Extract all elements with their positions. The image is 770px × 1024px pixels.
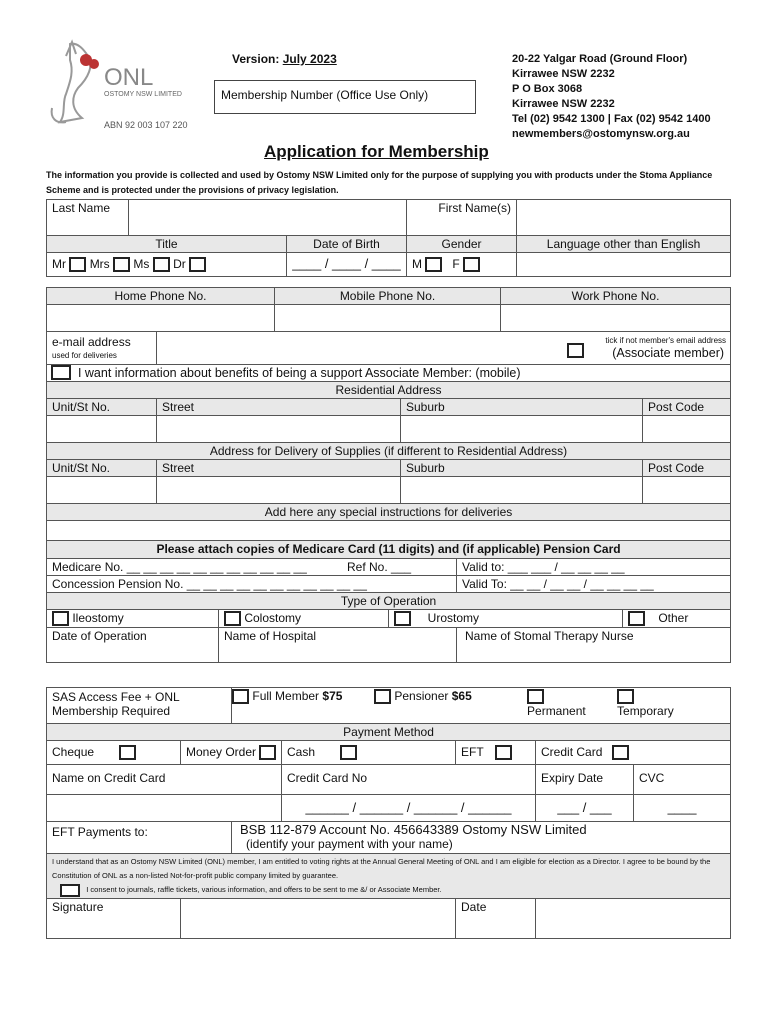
address-line: Tel (02) 9542 1300 | Fax (02) 9542 1400 — [512, 113, 711, 125]
eft-option — [456, 741, 536, 765]
address-line: Kirrawee NSW 2232 — [512, 98, 615, 110]
other-checkbox[interactable] — [628, 611, 645, 626]
nurse-label: Name of Stomal Therapy Nurse — [465, 629, 634, 644]
card-number-field[interactable]: ______ / ______ / ______ / ______ — [282, 795, 536, 822]
mr-checkbox[interactable] — [69, 257, 86, 272]
res-unit-field[interactable] — [47, 416, 157, 443]
money-order-option — [181, 741, 282, 765]
operation-type-heading: Type of Operation — [47, 593, 731, 610]
mrs-checkbox[interactable] — [113, 257, 130, 272]
date-field[interactable] — [536, 899, 731, 939]
eft-details — [232, 822, 731, 854]
full-member-checkbox[interactable] — [232, 689, 249, 704]
del-street-field[interactable] — [157, 477, 401, 504]
medicare-number-field[interactable] — [47, 559, 457, 576]
language-field[interactable] — [517, 253, 731, 277]
res-suburb-field[interactable] — [401, 416, 643, 443]
delivery-address-heading: Address for Delivery of Supplies (if different to Residential Address) — [47, 443, 731, 460]
del-postcode-field[interactable] — [643, 477, 731, 504]
res-suburb-label: Suburb — [401, 399, 643, 416]
del-unit-field[interactable] — [47, 477, 157, 504]
other-option — [623, 610, 731, 628]
res-street-field[interactable] — [157, 416, 401, 443]
email-label: e-mail address — [52, 335, 131, 349]
medicare-number-label: Medicare No. __ __ __ __ __ __ __ __ __ __ __ — [52, 560, 307, 574]
expiry-label: Expiry Date — [536, 765, 634, 795]
privacy-intro: The information you provide is collected and used by Ostomy NSW Limited only for the purpose of supplying you with products under the Stoma Appliance Scheme and is protected under the provisions of privacy legislation. — [46, 170, 713, 195]
valid-to-field[interactable]: Valid to: ___ ___ / __ __ __ __ — [457, 559, 731, 576]
version — [232, 52, 337, 66]
full-member-label: Full Member — [252, 689, 320, 703]
money-order-label: Money Order — [186, 745, 257, 759]
home-phone-label: Home Phone No. — [47, 288, 275, 305]
pensioner-checkbox[interactable] — [374, 689, 391, 704]
mrs-label: Mrs — [89, 257, 110, 271]
colostomy-checkbox[interactable] — [224, 611, 241, 626]
contact-address-table — [46, 287, 731, 541]
associate-info-checkbox[interactable] — [51, 365, 71, 380]
first-names-field[interactable] — [517, 200, 731, 236]
del-unit-label: Unit/St No. — [47, 460, 157, 477]
credit-card-checkbox[interactable] — [612, 745, 629, 760]
address-line: newmembers@ostomynsw.org.au — [512, 128, 690, 140]
res-postcode-field[interactable] — [643, 416, 731, 443]
concession-number-field[interactable]: Concession Pension No. __ __ __ __ __ __ __ __ __ __ __ — [47, 576, 457, 593]
mobile-phone-field[interactable] — [275, 305, 501, 332]
res-unit-label: Unit/St No. — [47, 399, 157, 416]
medicare-operation-table — [46, 540, 731, 663]
ileostomy-option — [47, 610, 219, 628]
colostomy-option — [219, 610, 389, 628]
colostomy-label: Colostomy — [244, 611, 302, 625]
associate-email-checkbox[interactable] — [567, 343, 584, 358]
other-label: Other — [658, 611, 689, 625]
signature-label: Signature — [47, 899, 181, 939]
tick-note: tick if not member's email address — [605, 336, 727, 345]
del-suburb-field[interactable] — [401, 477, 643, 504]
title-options — [47, 253, 287, 277]
gender-label: Gender — [407, 236, 517, 253]
del-postcode-label: Post Code — [643, 460, 731, 477]
membership-options — [232, 688, 731, 724]
mr-label: Mr — [52, 257, 66, 271]
medicare-heading: Please attach copies of Medicare Card (11 digits) and (if applicable) Pension Card — [47, 541, 731, 559]
consent-checkbox[interactable] — [60, 884, 80, 897]
version-value: July 2023 — [282, 52, 337, 66]
abn: ABN 92 003 107 220 — [104, 120, 188, 130]
nurse-field[interactable] — [457, 628, 731, 663]
ms-checkbox[interactable] — [153, 257, 170, 272]
cheque-label: Cheque — [52, 745, 95, 759]
ileostomy-label: Ileostomy — [72, 611, 124, 625]
urostomy-option — [389, 610, 623, 628]
male-checkbox[interactable] — [425, 257, 442, 272]
name-on-card-field[interactable] — [47, 795, 282, 822]
logo-subtitle: OSTOMY NSW LIMITED — [104, 91, 182, 98]
email-field[interactable] — [157, 332, 731, 365]
cash-checkbox[interactable] — [340, 745, 357, 760]
instructions-heading: Add here any special instructions for deliveries — [47, 504, 731, 521]
temporary-label: Temporary — [617, 704, 674, 719]
cash-label: Cash — [287, 745, 316, 759]
hospital-field[interactable] — [219, 628, 457, 663]
instructions-field[interactable] — [47, 521, 731, 541]
consent-label: I consent to journals, raffle tickets, various information, and offers to be sent to me &/ or Associate Member. — [86, 885, 442, 894]
del-suburb-label: Suburb — [401, 460, 643, 477]
payment-method-heading: Payment Method — [47, 724, 731, 741]
home-phone-field[interactable] — [47, 305, 275, 332]
dr-checkbox[interactable] — [189, 257, 206, 272]
first-names-label: First Name(s) — [407, 200, 517, 236]
female-label: F — [452, 257, 460, 271]
hospital-label: Name of Hospital — [224, 629, 317, 644]
office-address — [512, 52, 711, 142]
dob-label: Date of Birth — [287, 236, 407, 253]
pensioner-label: Pensioner — [394, 689, 449, 703]
temporary-checkbox[interactable] — [617, 689, 634, 704]
last-name-field[interactable] — [129, 200, 407, 236]
language-label: Language other than English — [517, 236, 731, 253]
declaration: I understand that as an Ostomy NSW Limited (ONL) member, I am entitled to voting rights at the Annual General Meeting of ONL and I am eligible for election as a Director. I agree to be bound by the Constitution of ONL as a non-listed Not-for-profit public company limited by guarantee. — [52, 857, 711, 880]
logo-text: ONL — [104, 64, 154, 91]
eft-details-text: BSB 112-879 Account No. 456643389 Ostomy NSW Limited — [240, 822, 587, 837]
permanent-label: Permanent — [527, 704, 586, 719]
version-label: Version: — [232, 52, 280, 66]
work-phone-label: Work Phone No. — [501, 288, 731, 305]
pensioner-price: $65 — [451, 689, 472, 703]
address-line: P O Box 3068 — [512, 83, 583, 95]
urostomy-label: Urostomy — [427, 611, 480, 625]
money-order-checkbox[interactable] — [259, 745, 276, 760]
ref-number-label: Ref No. ___ — [347, 560, 412, 574]
operation-date-field[interactable] — [47, 628, 219, 663]
payment-table — [46, 687, 731, 939]
res-street-label: Street — [157, 399, 401, 416]
operation-date-label: Date of Operation — [52, 629, 147, 644]
sas-fee-label — [47, 688, 232, 724]
cvc-field[interactable]: ____ — [634, 795, 731, 822]
associate-member-label: (Associate member) — [612, 346, 725, 360]
signature-field[interactable] — [181, 899, 456, 939]
credit-card-option — [536, 741, 731, 765]
male-label: M — [412, 257, 423, 271]
work-phone-field[interactable] — [501, 305, 731, 332]
eft-note: (identify your payment with your name) — [246, 837, 453, 851]
page-title: Application for Membership — [264, 142, 489, 161]
cvc-label: CVC — [634, 765, 731, 795]
expiry-field[interactable]: ___ / ___ — [536, 795, 634, 822]
cheque-checkbox[interactable] — [119, 745, 136, 760]
eft-checkbox[interactable] — [495, 745, 512, 760]
female-checkbox[interactable] — [463, 257, 480, 272]
sas-line-2: Membership Required — [52, 704, 171, 718]
res-postcode-label: Post Code — [643, 399, 731, 416]
ileostomy-checkbox[interactable] — [52, 611, 69, 626]
eft-to-label: EFT Payments to: — [47, 822, 232, 854]
address-line: Kirrawee NSW 2232 — [512, 68, 615, 80]
dr-label: Dr — [173, 257, 186, 271]
urostomy-checkbox[interactable] — [394, 611, 411, 626]
cheque-option — [47, 741, 181, 765]
credit-card-label: Credit Card — [541, 745, 603, 759]
title-label: Title — [47, 236, 287, 253]
mobile-phone-label: Mobile Phone No. — [275, 288, 501, 305]
membership-number-label: Membership Number (Office Use Only) — [221, 88, 429, 102]
card-number-label: Credit Card No — [282, 765, 536, 795]
full-member-price: $75 — [322, 689, 343, 703]
date-label: Date — [456, 899, 536, 939]
sas-line-1: SAS Access Fee + ONL — [52, 690, 180, 704]
last-name-label: Last Name — [47, 200, 129, 236]
eft-label: EFT — [461, 745, 484, 759]
cash-option — [282, 741, 456, 765]
name-on-card-label: Name on Credit Card — [47, 765, 282, 795]
personal-details-table — [46, 199, 731, 277]
valid-to-2-field[interactable]: Valid To: __ __ / __ __ / __ __ __ __ — [457, 576, 731, 593]
gender-options — [407, 253, 517, 277]
del-street-label: Street — [157, 460, 401, 477]
dob-field[interactable]: ____ / ____ / ____ — [287, 253, 407, 277]
associate-info-label: I want information about benefits of being a support Associate Member: (mobile) — [77, 366, 521, 380]
ms-label: Ms — [133, 257, 150, 271]
email-note: used for deliveries — [52, 351, 117, 360]
permanent-checkbox[interactable] — [527, 689, 544, 704]
address-line: 20-22 Yalgar Road (Ground Floor) — [512, 53, 688, 65]
residential-address-heading: Residential Address — [47, 382, 731, 399]
membership-number-box[interactable] — [214, 80, 476, 114]
